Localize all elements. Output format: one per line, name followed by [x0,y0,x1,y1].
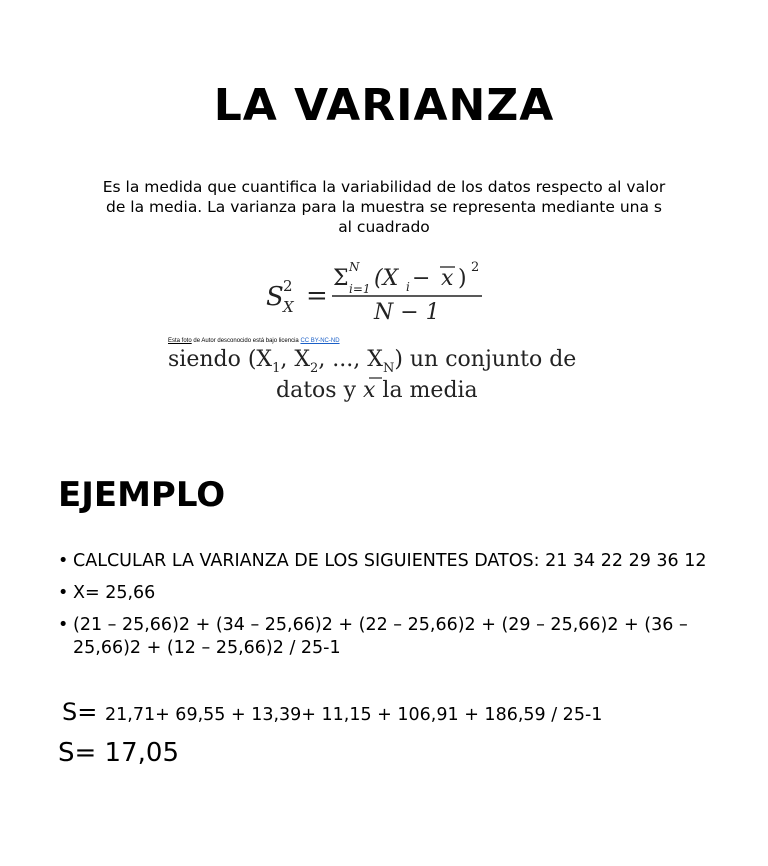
variance-formula-svg [160,255,610,405]
formula-num-sub: i [406,280,410,294]
bullet-item [58,582,718,605]
formula-num-close: ) [458,266,467,291]
formula-lhs-base: S [266,282,284,312]
image-credit [168,337,340,345]
bullet-dot: • [58,583,69,603]
s-expression: 21,71+ 69,55 + 13,39+ 11,15 + 106,91 + 186,59 / 25-1 [104,705,603,725]
formula-sigma-sub: i=1 [349,282,371,296]
bullet-text: CALCULAR LA VARIANZA DE LOS SIGUIENTES DATOS: 21 34 22 29 36 12 [73,551,707,571]
bullet-dot: • [58,551,69,571]
formula-equals: = [306,281,328,311]
bullet-dot: • [58,615,69,635]
credit-license-link[interactable]: CC BY-NC-ND [300,338,340,344]
bullet-item [58,614,718,660]
formula-num-sup: 2 [471,260,480,275]
page-title: LA VARIANZA [213,80,555,131]
formula-sigma-sup: N [349,260,360,274]
formula-num-minus: − [412,266,431,291]
formula-num-open: (X [374,266,399,291]
bullet-text: X= 25,66 [73,583,156,603]
formula-lhs-sup: 2 [283,277,293,295]
formula-denominator: N − 1 [374,300,440,325]
s-expression-line [62,698,602,726]
example-bullet-list [58,550,718,669]
formula-siendo-line: siendo ($X_1$, $X_2$, ..., $X_N$) un conjunto de [168,347,577,376]
formula-lhs-sub: X [283,298,294,316]
intro-paragraph: Es la medida que cuantifica la variabilidad de los datos respecto al valor de la media. La varianza para la muestra se representa mediante una s al cuadrado [102,178,666,236]
credit-text: de Autor desconocido está bajo licencia [191,338,301,344]
bullet-item [58,550,718,573]
credit-photo-link[interactable]: Esta foto [168,338,192,344]
formula-sigma: Σ [333,266,349,291]
formula-datos-line: datos y x la media [276,378,478,403]
formula-num-mean: x [441,266,454,291]
result-line: S= 17,05 [58,738,179,768]
bullet-text: (21 – 25,66)2 + (34 – 25,66)2 + (22 – 25,66)2 + (29 – 25,66)2 + (36 – 25,66)2 + (12 – 25,66)2 / 25-1 [73,615,688,658]
variance-formula-image [160,255,610,405]
s-label: S= [62,698,105,726]
example-heading: EJEMPLO [58,475,226,515]
